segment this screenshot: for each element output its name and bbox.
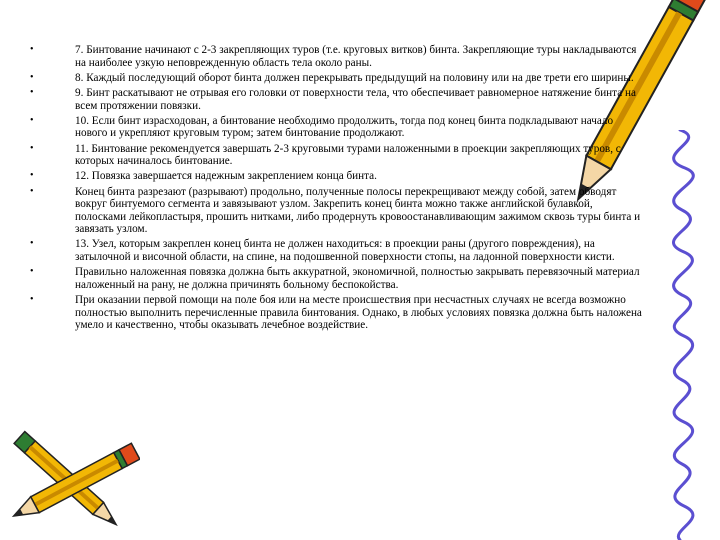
list-item <box>30 72 642 85</box>
list-item-text: 8. Каждый последующий оборот бинта должен перекрывать предыдущий на половину или на две трети его ширины. <box>75 71 634 84</box>
bullet-icon: • <box>30 114 34 126</box>
bullet-icon: • <box>30 44 34 55</box>
list-item-text: 13. Узел, которым закреплен конец бинта не должен находиться: в проекции раны (другого повреждения), на затылочной и височной области, на спине, на подошвенной поверхности стопы, на ладонной поверхности кисти. <box>75 238 615 264</box>
bullet-icon: • <box>30 71 34 83</box>
list-item <box>30 266 642 291</box>
list-item-text: 9. Бинт раскатывают не отрывая его головки от поверхности тела, что обеспечивает равномерное натяжение бинта на всем протяжении повязки. <box>75 86 636 112</box>
bullet-icon: • <box>30 86 34 98</box>
list-item-text: Правильно наложенная повязка должна быть аккуратной, экономичной, полностью закрывать перевязочный материал наложенный на рану, не должна причинять больному беспокойства. <box>75 266 640 291</box>
bullet-icon: • <box>30 266 34 278</box>
bullet-icon: • <box>30 185 34 197</box>
bullet-list <box>30 44 642 332</box>
list-item-text: 7. Бинтование начинают с 2-3 закрепляющих туров (т.е. круговых витков) бинта. Закрепляющие туры накладываются на наиболее узкую неповрежденную область тела около раны. <box>75 44 637 69</box>
list-item-text: При оказании первой помощи на поле боя или на месте происшествия при несчастных случаях не всегда возможно полностью выполнить перечисленные правила бинтования. Однако, в любых условиях повязка должна быть наложена умело и качественно, чтобы оказывать лечебное воздействие. <box>75 294 642 332</box>
slide-body <box>30 44 642 334</box>
list-item <box>30 186 642 236</box>
list-item <box>30 87 642 112</box>
list-item <box>30 238 642 263</box>
list-item <box>30 143 642 168</box>
list-item-text: Конец бинта разрезают (разрывают) продольно, полученные полосы перекрещивают между собой, затем обводят вокруг бинтуемого сегмента и завязывают узлом. Закрепить конец бинта можно также английской булавкой, полосками лейкопластыря, прошить нитками, либо продернуть кровоостанавливающим зажимом сквозь туры бинта и завязать узлом. <box>75 185 641 236</box>
crossed-pencils-icon <box>0 425 140 540</box>
list-item <box>30 44 642 69</box>
list-item-text: 11. Бинтование рекомендуется завершать 2-3 круговыми турами наложенными в проекции закрепляющих туров, с которых начиналось бинтование. <box>75 142 621 168</box>
bullet-icon: • <box>30 170 34 182</box>
bullet-icon: • <box>30 142 34 154</box>
list-item <box>30 294 642 332</box>
bullet-icon: • <box>30 294 34 306</box>
list-item-text: 10. Если бинт израсходован, а бинтование необходимо продолжить, тогда под конец бинта подкладывают начало нового и укрепляют круговым туром; затем бинтование продолжают. <box>75 114 614 140</box>
list-item-text: 12. Повязка завершается надежным закреплением конца бинта. <box>75 170 377 183</box>
list-item <box>30 115 642 140</box>
list-item <box>30 170 642 183</box>
bullet-icon: • <box>30 238 34 250</box>
